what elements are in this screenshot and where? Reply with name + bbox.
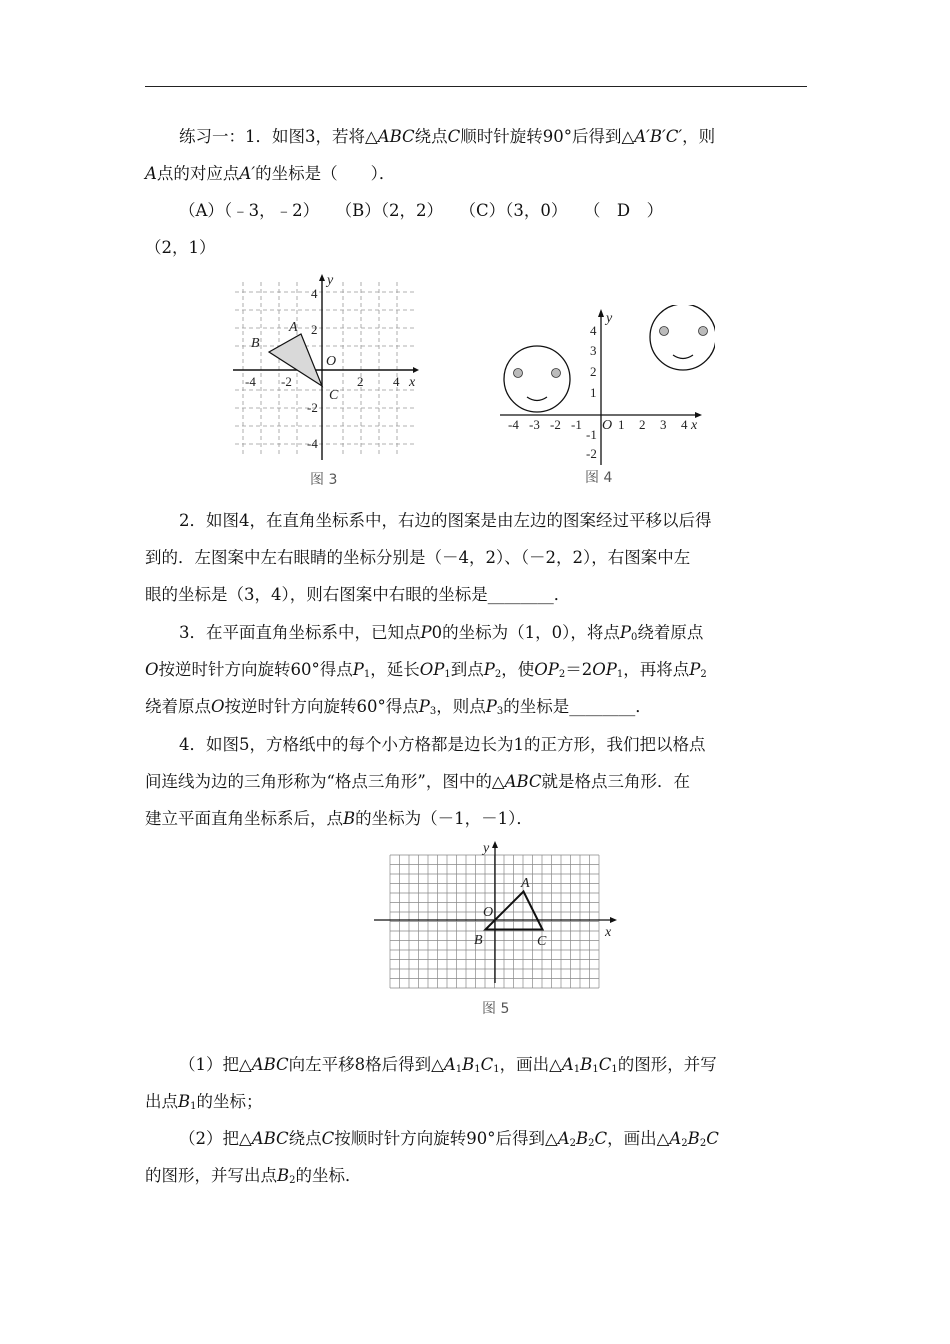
- tick-x: 3: [660, 417, 667, 432]
- right-face-right-eye: [699, 327, 708, 336]
- tick-y: 1: [590, 385, 597, 400]
- tick-y: -2: [307, 400, 318, 415]
- origin-label: O: [326, 354, 337, 369]
- tick-y: -2: [586, 446, 597, 461]
- right-face-left-eye: [660, 327, 669, 336]
- x-label: x: [691, 418, 698, 433]
- right-face: [650, 305, 715, 370]
- tick-x: -1: [571, 417, 582, 432]
- point-a-label: A: [521, 876, 530, 891]
- y-label: y: [327, 273, 334, 288]
- exercise-1-options-2: （2，1）: [145, 238, 216, 257]
- tick-x: 1: [618, 417, 625, 432]
- tick-x: -3: [529, 417, 540, 432]
- tick-x: 4: [681, 417, 688, 432]
- figure-3-caption: 图 3: [310, 472, 338, 488]
- tick-x: -4: [245, 374, 256, 389]
- sub2-line-2: 的图形，并写出点$B_2$的坐标．: [145, 1166, 362, 1186]
- left-face-left-eye: [514, 369, 523, 378]
- point-c-label: C: [537, 934, 547, 949]
- tick-x: -2: [281, 374, 292, 389]
- point-b-label: B: [474, 933, 483, 948]
- q4-line-2: 间连线为边的三角形称为“格点三角形”，图中的△ABC就是格点三角形．在: [145, 772, 691, 791]
- q3-line-1: 3．在平面直角坐标系中，已知点P0的坐标为（1，0），将点$P_0$绕着原点: [179, 623, 704, 643]
- sub2-line-1: （2）把△ABC绕点C按顺时针方向旋转90°后得到$\triangle A_2B_2C$，画出$\triangle A_2B_2C$: [179, 1129, 719, 1149]
- tick-y: 2: [311, 322, 318, 337]
- q2-line-2: 到的．左图案中左右眼睛的坐标分别是（－4，2）、（－2，2），右图案中左: [145, 548, 691, 567]
- q4-line-3: 建立平面直角坐标系后，点B的坐标为（－1，－1）．: [145, 809, 533, 828]
- q3-line-2: O按逆时针方向旋转60°得点$P_1$，延长$OP_1$到点$P_2$，使$OP_2=2OP_1$，再将点$P_2$: [145, 660, 707, 680]
- tick-y: -1: [586, 427, 597, 442]
- point-c-label: C: [329, 388, 339, 403]
- sub-question-1: [145, 1046, 807, 1120]
- header-rule: [145, 86, 807, 87]
- origin-label: O: [602, 418, 613, 433]
- figure-4: [495, 305, 715, 490]
- x-label: x: [605, 925, 612, 940]
- y-label: y: [483, 841, 490, 856]
- tick-y: 4: [590, 323, 597, 338]
- question-4: [145, 726, 807, 837]
- figure-5: [370, 840, 620, 1020]
- point-a-label: A: [289, 320, 298, 335]
- point-b-label: B: [251, 336, 260, 351]
- exercise-1: [145, 118, 807, 266]
- tick-x: 2: [357, 374, 364, 389]
- figure-4-caption: 图 4: [585, 470, 613, 486]
- q2-line-1: 2．如图4，在直角坐标系中，右边的图案是由左边的图案经过平移以后得: [179, 511, 712, 530]
- figure-5-caption: 图 5: [482, 1001, 510, 1017]
- exercise-1-line-1: 练习一：1．如图3，若将△ABC绕点C顺时针旋转90°后得到△A′B′C′，则: [179, 127, 716, 146]
- tick-x: -2: [550, 417, 561, 432]
- q4-line-1: 4．如图5，方格纸中的每个小方格都是边长为1的正方形，我们把以格点: [179, 735, 706, 754]
- tick-x: 4: [393, 374, 400, 389]
- tick-x: 2: [639, 417, 646, 432]
- triangle-abc: [269, 334, 322, 386]
- sub1-line-2: 出点$B_1$的坐标；: [145, 1092, 263, 1112]
- question-2: [145, 502, 807, 613]
- left-face: [504, 346, 570, 412]
- q2-line-3: 眼的坐标是（3，4），则右图案中右眼的坐标是________．: [145, 585, 571, 604]
- tick-y: 3: [590, 343, 597, 358]
- exercise-1-options: （A）（﹣3，﹣2） （B）（2，2） （C）（3，0） （ D ）: [179, 201, 664, 220]
- exercise-1-line-2: A点的对应点A′的坐标是（ ）．: [145, 164, 396, 183]
- triangle-abc: [486, 892, 543, 930]
- sub-question-2: [145, 1120, 807, 1194]
- sub1-line-1: （1）把△ABC向左平移8格后得到$\triangle A_1B_1C_1$，画出$\triangle A_1B_1C_1$的图形，并写: [179, 1055, 717, 1075]
- tick-y: 2: [590, 364, 597, 379]
- question-3: [145, 614, 807, 725]
- tick-x: -4: [508, 417, 519, 432]
- left-face-right-eye: [552, 369, 561, 378]
- y-label: y: [606, 311, 613, 326]
- origin-label: O: [483, 905, 494, 920]
- q3-line-3: 绕着原点O按逆时针方向旋转60°得点$P_3$，则点$P_3$的坐标是________．: [145, 697, 652, 717]
- x-label: x: [409, 375, 416, 390]
- figure-3: [225, 272, 425, 492]
- tick-y: 4: [311, 286, 318, 301]
- tick-y: -4: [307, 436, 318, 451]
